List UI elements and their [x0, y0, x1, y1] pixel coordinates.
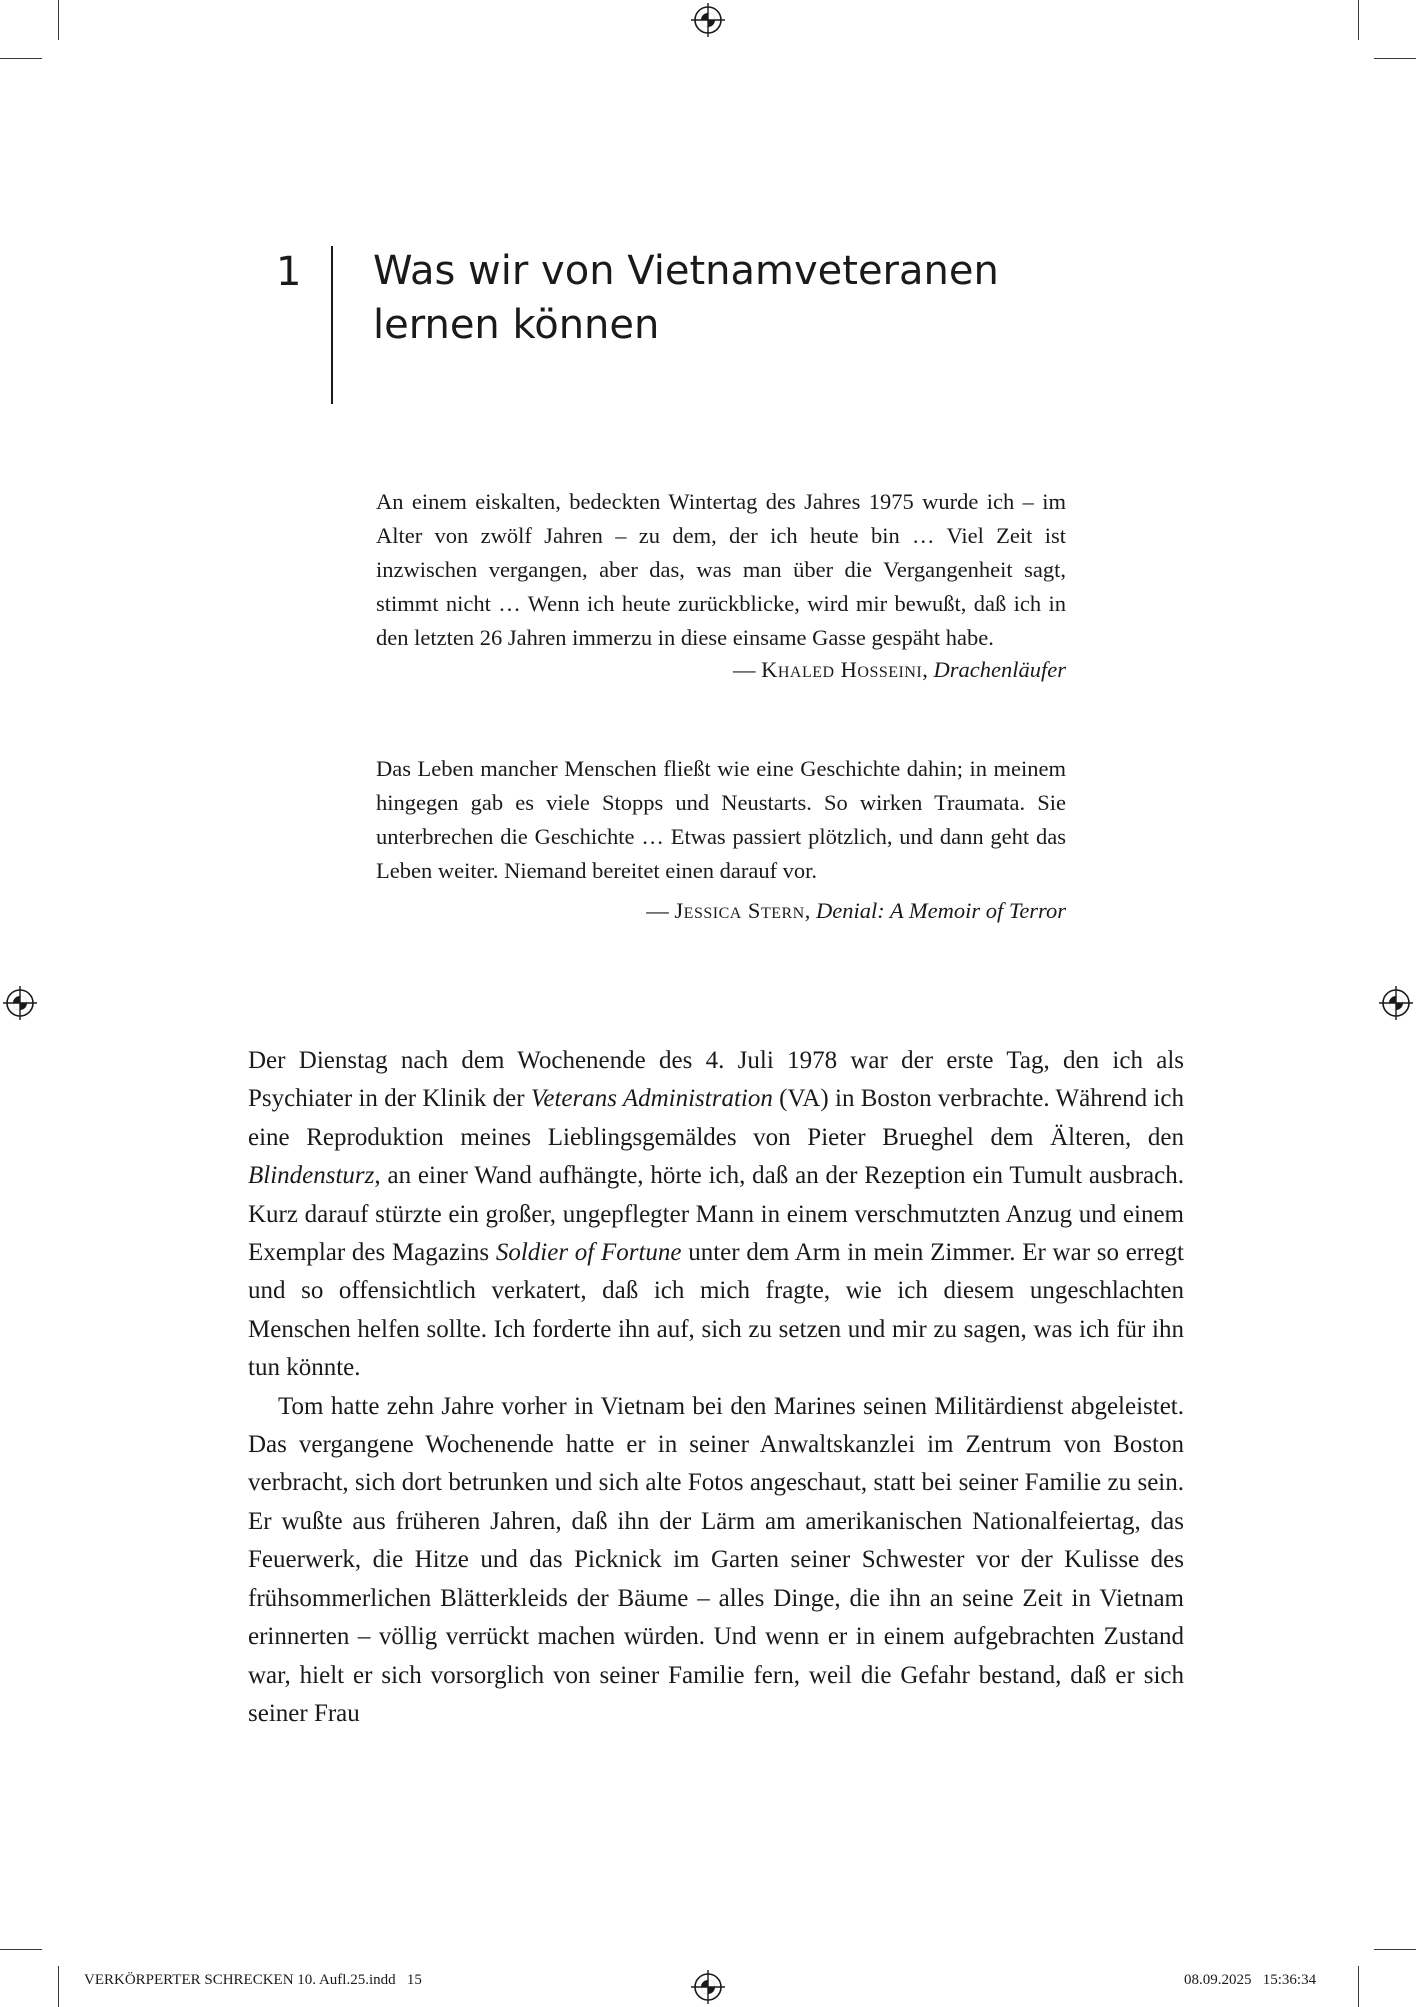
crop-mark-top-left-horizontal: [0, 58, 42, 59]
slug-file-info: VERKÖRPERTER SCHRECKEN 10. Aufl.25.indd 15: [84, 1972, 422, 1988]
chapter-title-line: lernen können: [373, 302, 660, 348]
chapter-title-line: Was wir von Vietnamveteranen: [373, 248, 999, 294]
crop-mark-bottom-left-vertical: [58, 1966, 59, 2007]
body-text: [248, 1042, 1184, 1733]
crop-mark-top-left-vertical: [58, 0, 59, 40]
italic-term: Soldier of Fortune: [495, 1239, 682, 1267]
italic-term: Veterans Administration: [530, 1085, 773, 1113]
epigraph-attribution: [376, 894, 1066, 928]
epigraph: [376, 752, 1066, 928]
chapter-title: [373, 244, 1073, 352]
slug-timestamp: 08.09.2025 15:36:34: [1184, 1972, 1317, 1988]
text-run: , an einer Wand aufhängte, hörte ich, daß an der Rezeption ein Tumult ausbrach. Kurz darauf stürzte ein großer, ungepflegter Mann in einem verschmutzten Anzug und einem Exemplar des Magazins: [248, 1162, 1184, 1267]
epigraph: [376, 485, 1066, 687]
text-run: Der Dienstag nach dem Wochenende des 4. Juli 1978 war der erste Tag, den ich als Psychiater in der Klinik der: [248, 1047, 1184, 1113]
registration-mark-icon: [691, 1970, 725, 2004]
chapter-divider-rule: [331, 246, 333, 404]
registration-mark-icon: [691, 3, 725, 37]
crop-mark-top-right-vertical: [1358, 0, 1359, 40]
epigraph-text: Das Leben mancher Menschen fließt wie eine Geschichte dahin; in meinem hingegen gab es viele Stopps und Neustarts. So wirken Traumata. Sie unterbrechen die Geschichte … Etwas passiert plötzlich, und dann geht das Leben weiter. Niemand bereitet einen darauf vor.: [376, 756, 1066, 883]
crop-mark-bottom-right-vertical: [1358, 1966, 1359, 2007]
crop-mark-bottom-left-horizontal: [0, 1949, 42, 1950]
paragraph: [248, 1042, 1184, 1388]
attribution-separator: ,: [922, 657, 934, 682]
attribution-dash: —: [732, 657, 762, 682]
text-run: unter dem Arm in mein Zimmer. Er war so erregt und so offensichtlich verkatert, daß ich mich fragte, wie ich diesem ungeschlachten Menschen helfen sollte. Ich forderte ihn auf, sich zu setzen und mir zu sagen, was ich für ihn tun könnte.: [248, 1239, 1184, 1382]
epigraph-author: Jessica Stern: [674, 898, 805, 923]
attribution-separator: ,: [804, 898, 816, 923]
crop-mark-bottom-right-horizontal: [1374, 1949, 1416, 1950]
registration-mark-icon: [1379, 986, 1413, 1020]
epigraph-attribution: [376, 653, 1066, 687]
epigraph-work: Denial: A Memoir of Terror: [815, 898, 1066, 923]
paragraph: Tom hatte zehn Jahre vorher in Vietnam bei den Marines seinen Militärdienst abgeleistet. Das vergangene Wochenende hatte er in seiner Anwaltskanzlei im Zentrum von Boston verbracht, sich dort betrunken und sich alte Fotos angeschaut, statt bei seiner Familie zu sein. Er wußte aus früheren Jahren, daß ihn der Lärm am amerikanischen Nationalfeiertag, das Feuerwerk, die Hitze und das Picknick im Garten seiner Schwester vor der Kulisse des frühsommerlichen Blätterkleids der Bäume – alles Dinge, die ihn an seine Zeit in Vietnam erinnerten – völlig verrückt machen würden. Und wenn er in einem aufgebrachten Zustand war, hielt er sich vorsorglich von seiner Familie fern, weil die Gefahr bestand, daß er sich seiner Frau: [248, 1392, 1184, 1727]
crop-mark-top-right-horizontal: [1374, 58, 1416, 59]
epigraph-text: An einem eiskalten, bedeckten Wintertag des Jahres 1975 wurde ich – im Alter von zwölf Jahren – zu dem, der ich heute bin … Viel Zeit ist inzwischen vergangen, aber das, was man über die Vergangenheit sagt, stimmt nicht … Wenn ich heute zurückblicke, wird mir bewußt, daß ich in den letzten 26 Jahren immerzu in diese einsame Gasse gespäht habe.: [376, 489, 1066, 650]
italic-term: Blindensturz: [248, 1162, 375, 1190]
chapter-number: 1: [276, 249, 302, 295]
text-run: (VA) in Boston verbrachte. Während ich eine Reproduktion meines Lieblingsgemäldes von Pieter Brueghel dem Älteren, den: [248, 1085, 1184, 1151]
registration-mark-icon: [3, 986, 37, 1020]
attribution-dash: —: [646, 898, 675, 923]
epigraph-author: Khaled Hosseini: [761, 657, 923, 682]
epigraph-work: Drachenläufer: [933, 657, 1066, 682]
